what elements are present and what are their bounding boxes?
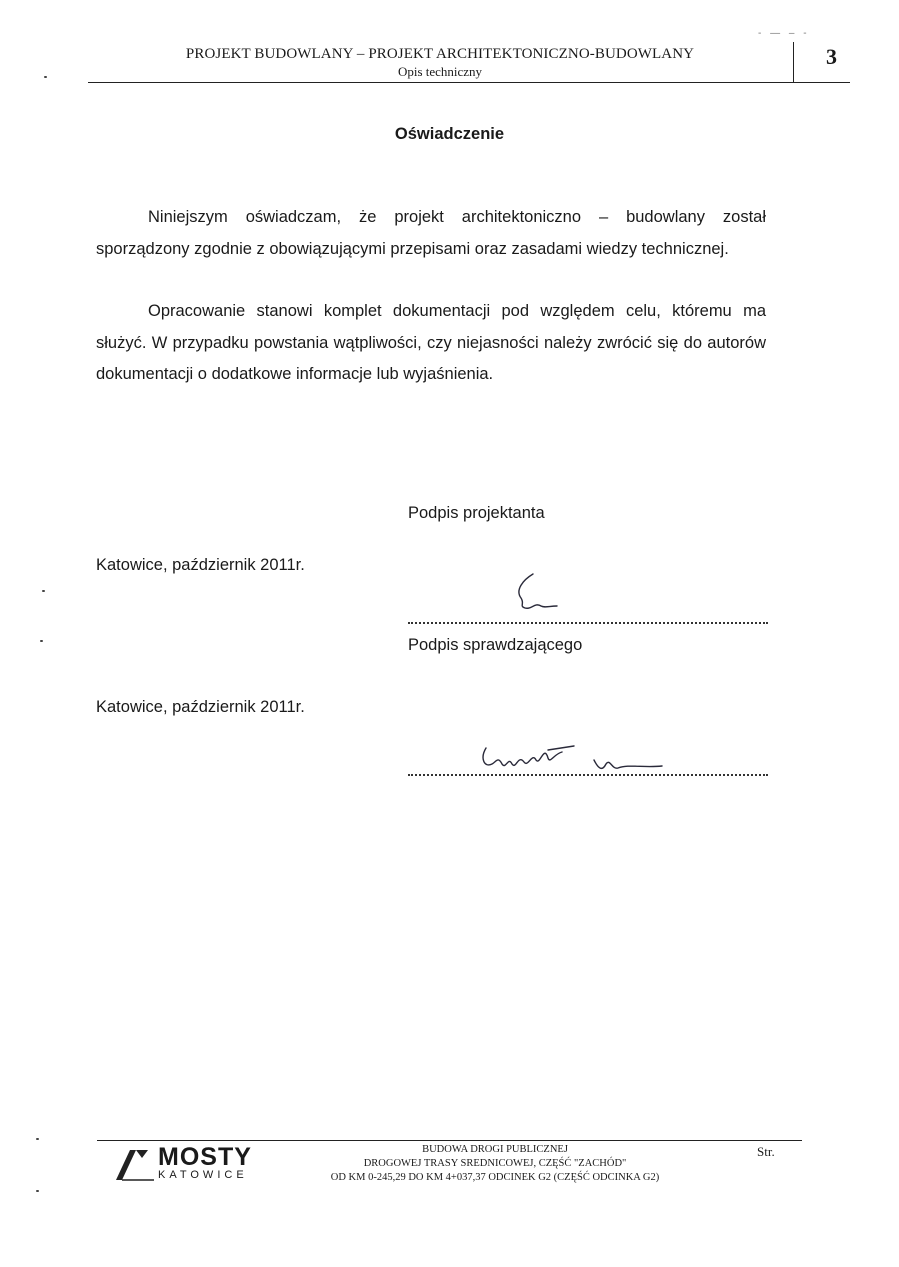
footer-project-line-2: DROGOWEJ TRASY SREDNICOWEJ, CZĘŚĆ "ZACHÓD" <box>363 1158 627 1169</box>
scan-speck <box>36 1138 39 1140</box>
designer-signature <box>505 570 565 615</box>
company-logo-name: MOSTY <box>158 1143 252 1171</box>
scan-speck <box>36 1190 39 1192</box>
footer-rule <box>97 1140 802 1141</box>
footer-page-label: Str. <box>757 1144 775 1159</box>
statement-paragraph-2: Opracowanie stanowi komplet dokumentacji pod względem celu, któremu ma służyć. W przypadku powstania wątpliwości, czy niejasności należy zwrócić się do autorów dokumentacji o dodatkowe informacje lub wyjaśnienia. <box>96 302 766 383</box>
scan-marks: - — – - <box>758 28 810 39</box>
statement-paragraph-1: Niniejszym oświadczam, że projekt architektoniczno – budowlany został sporządzony zgodnie z obowiązującymi przepisami oraz zasadami wiedzy technicznej. <box>96 208 766 258</box>
footer-project-line-3: OD KM 0-245,29 DO KM 4+037,37 ODCINEK G2 (CZĘŚĆ ODCINKA G2) <box>330 1172 660 1183</box>
scan-speck <box>40 640 43 642</box>
footer-project-line-1: BUDOWA DROGI PUBLICZNEJ <box>422 1144 568 1155</box>
header-rule <box>88 82 850 83</box>
company-logo-mark <box>112 1146 154 1182</box>
scan-speck <box>44 76 47 78</box>
page-number: 3 <box>826 44 837 69</box>
checker-place-date: Katowice, październik 2011r. <box>96 698 305 716</box>
scan-speck <box>42 590 45 592</box>
company-logo-city: KATOWICE <box>158 1169 248 1181</box>
checker-signature-line <box>408 774 768 776</box>
designer-signature-label: Podpis projektanta <box>408 504 545 522</box>
page-title: Oświadczenie <box>394 125 505 143</box>
checker-signature <box>478 738 668 778</box>
document-header-subtitle: Opis techniczny <box>397 64 483 79</box>
footer-project-info <box>290 1143 700 1185</box>
checker-signature-label: Podpis sprawdzającego <box>408 636 583 654</box>
header-divider <box>793 42 794 82</box>
document-header-title: PROJEKT BUDOWLANY – PROJEKT ARCHITEKTONICZNO-BUDOWLANY <box>185 46 695 62</box>
designer-place-date: Katowice, październik 2011r. <box>96 556 305 574</box>
designer-signature-line <box>408 622 768 624</box>
